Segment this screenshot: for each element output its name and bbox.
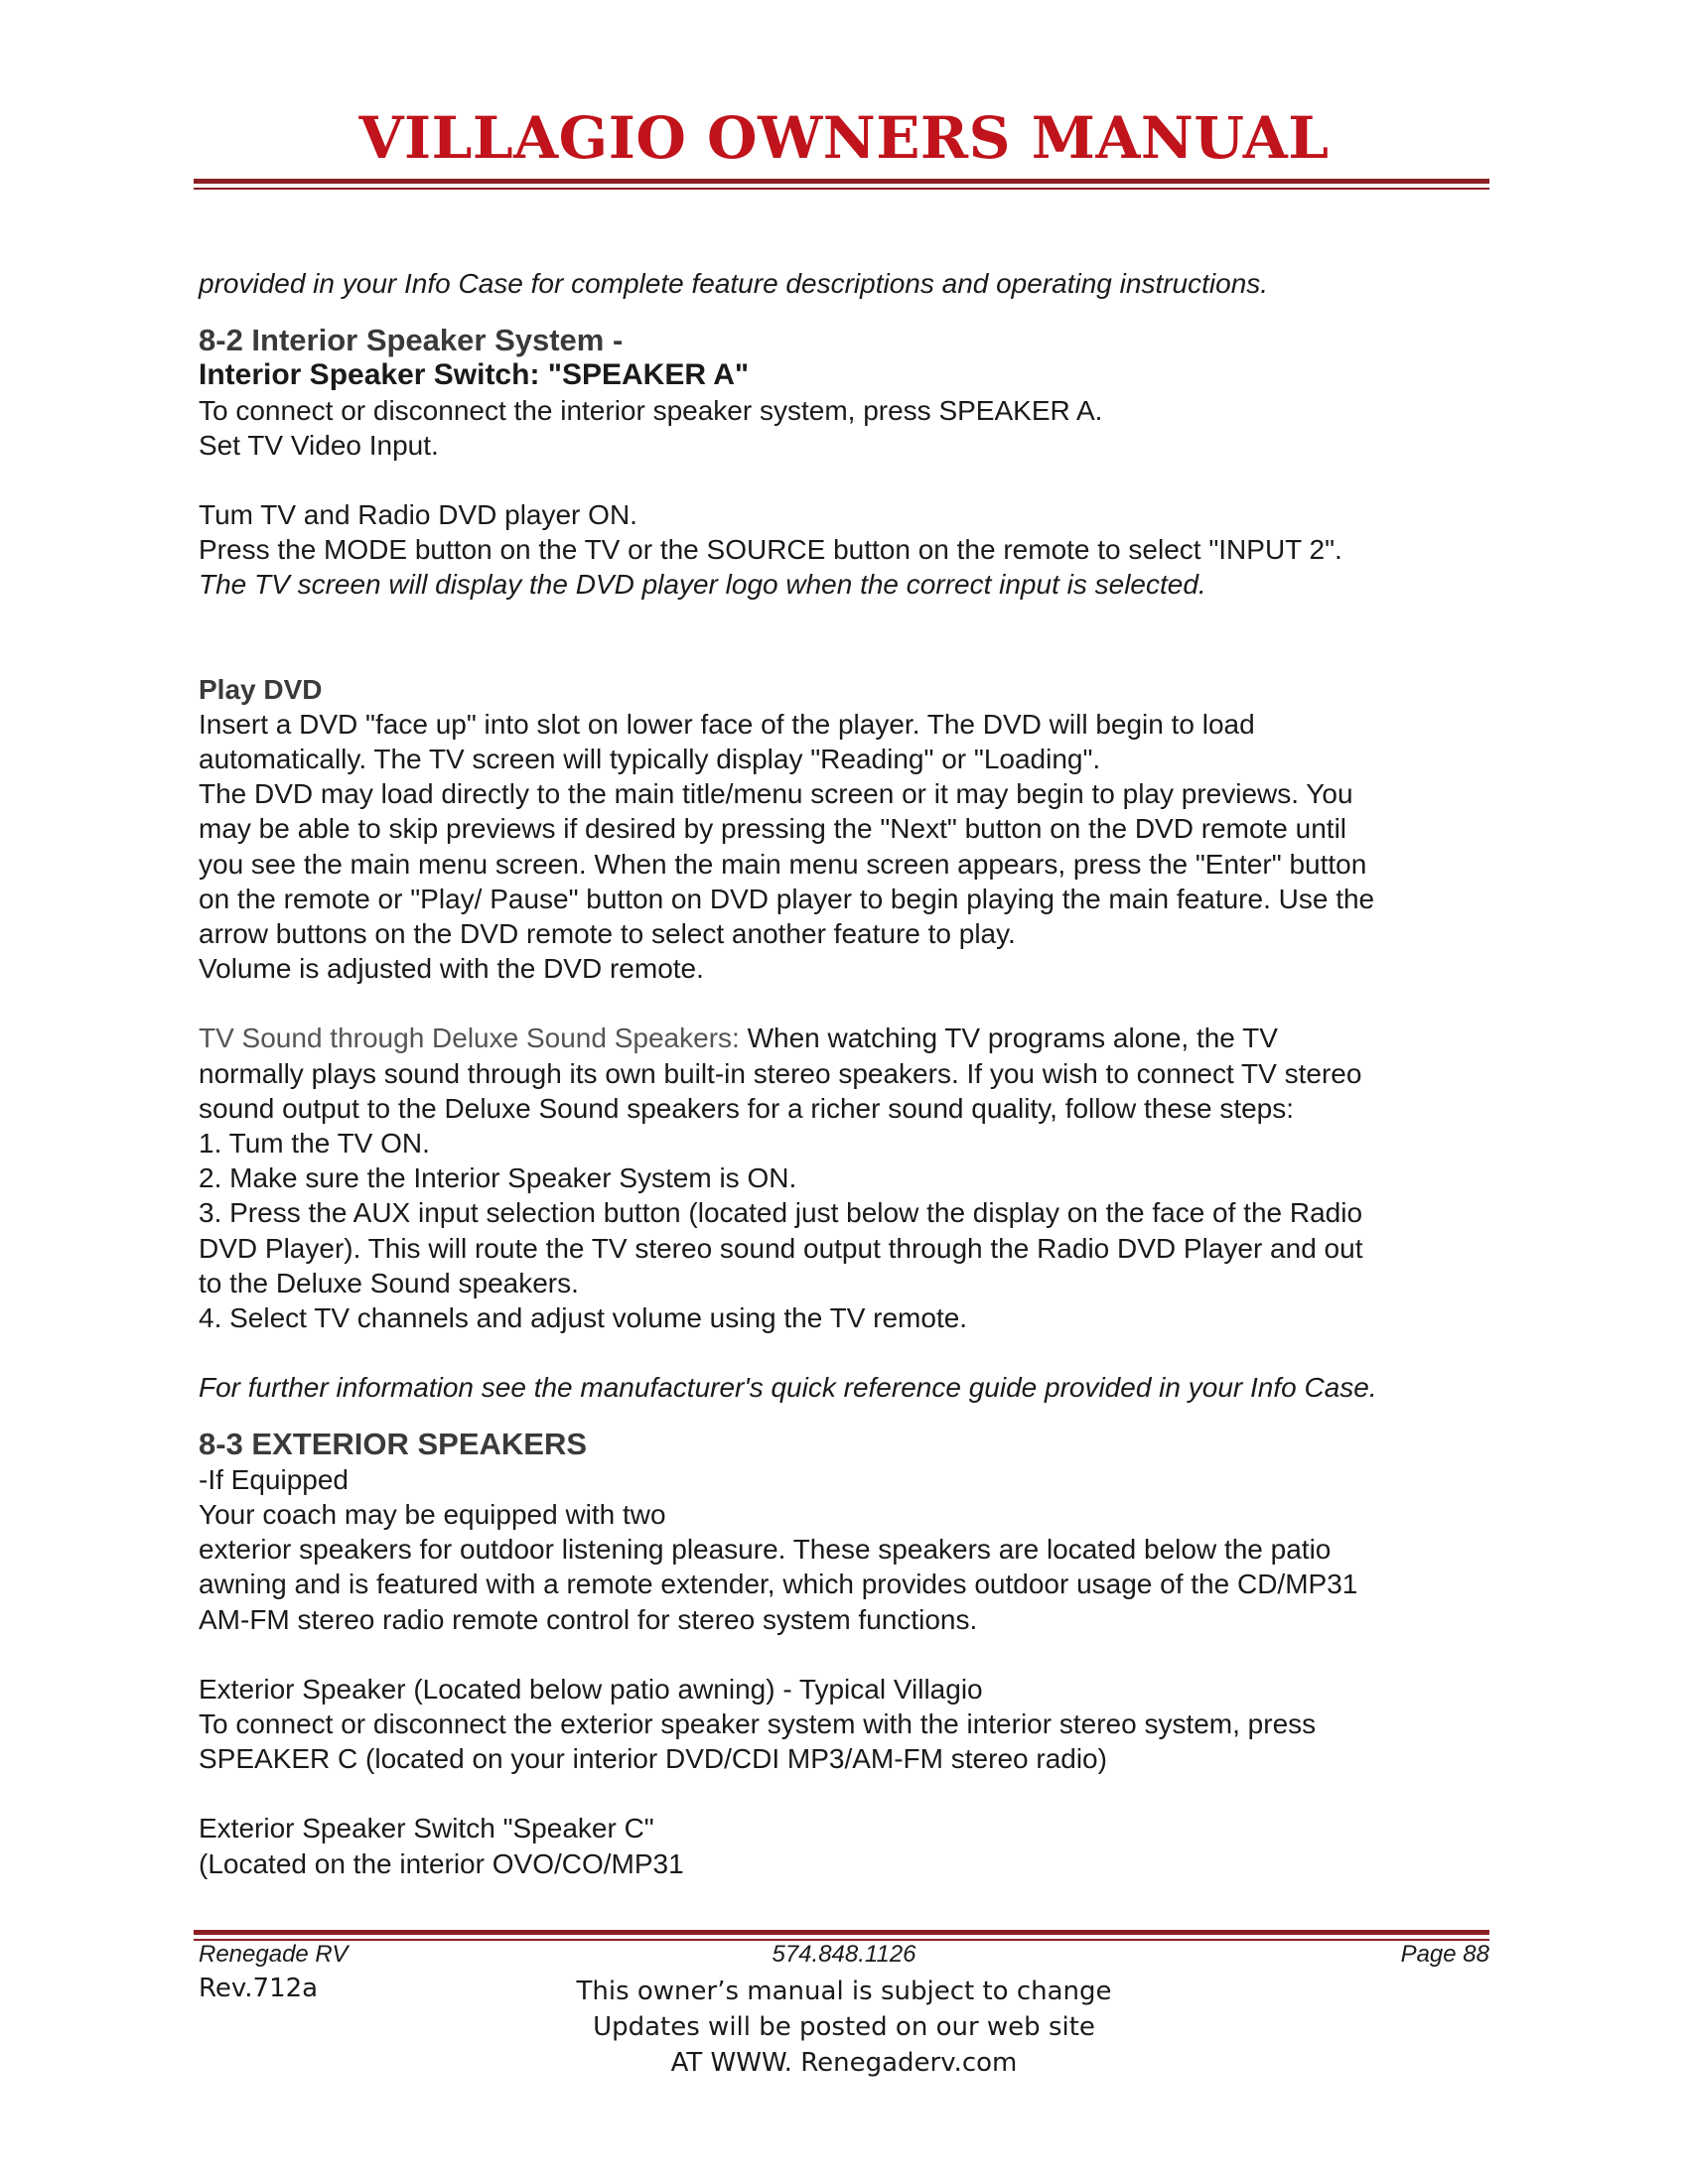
paragraph-line: AM-FM stereo radio remote control for stereo system functions. <box>199 1603 978 1635</box>
paragraph-line: Your coach may be equipped with two <box>199 1498 666 1530</box>
tv-sound-first-rest: When watching TV programs alone, the TV <box>739 1023 1278 1054</box>
paragraph-line: SPEAKER C (located on your interior DVD/CDI MP3/AM-FM stereo radio) <box>199 1743 1107 1775</box>
notice-line: This owner’s manual is subject to change <box>576 1977 1112 2006</box>
paragraph-line: DVD Player). This will route the TV stereo sound output through the Radio DVD Player and out <box>199 1232 1363 1264</box>
footer-revision: Rev.712a <box>199 1974 319 2003</box>
paragraph-line: Exterior Speaker Switch "Speaker C" <box>199 1813 654 1844</box>
paragraph-line: exterior speakers for outdoor listening pleasure. These speakers are located below the patio <box>199 1534 1332 1566</box>
tv-sound-lead: TV Sound through Deluxe Sound Speakers: <box>199 1023 740 1054</box>
paragraph-line: -If Equipped <box>199 1463 349 1495</box>
paragraph-line: (Located on the interior OVO/CO/MP31 <box>199 1847 684 1879</box>
footer-phone: 574.848.1126 <box>772 1941 916 1968</box>
notice-line: AT WWW. Renegaderv.com <box>670 2048 1018 2078</box>
paragraph-line: on the remote or "Play/ Pause" button on DVD player to begin playing the main feature. Use the <box>199 883 1375 914</box>
step-line: 1. Tum the TV ON. <box>199 1128 430 1160</box>
paragraph-line: Exterior Speaker (Located below patio awning) - Typical Villagio <box>199 1673 983 1705</box>
intro-text: provided in your Info Case for complete feature descriptions and operating instructions. <box>199 268 1269 299</box>
paragraph-line: The DVD may load directly to the main title/menu screen or it may begin to play previews. You <box>199 778 1353 810</box>
paragraph-line: awning and is featured with a remote extender, which provides outdoor usage of the CD/MP31 <box>199 1569 1358 1600</box>
notice-line: Updates will be posted on our web site <box>593 2012 1095 2042</box>
paragraph-line: normally plays sound through its own built-in stereo speakers. If you wish to connect TV stereo <box>199 1057 1362 1089</box>
step-line: 2. Make sure the Interior Speaker System is ON. <box>199 1162 797 1194</box>
paragraph-line: may be able to skip previews if desired by pressing the "Next" button on the DVD remote until <box>199 813 1347 845</box>
paragraph-line: Insert a DVD "face up" into slot on lower face of the player. The DVD will begin to load <box>199 708 1255 740</box>
paragraph-line: Press the MODE button on the TV or the SOURCE button on the remote to select "INPUT 2". <box>199 534 1342 566</box>
paragraph-line: arrow buttons on the DVD remote to select another feature to play. <box>199 918 1016 950</box>
header-divider <box>194 179 1489 190</box>
italic-note: For further information see the manufacturer's quick reference guide provided in your Info Case. <box>199 1372 1377 1404</box>
step-line: 3. Press the AUX input selection button (located just below the display on the face of the Radio <box>199 1197 1363 1229</box>
paragraph-line: sound output to the Deluxe Sound speakers for a richer sound quality, follow these steps: <box>199 1092 1295 1124</box>
paragraph-line: Tum TV and Radio DVD player ON. <box>199 499 637 531</box>
paragraph-line: Volume is adjusted with the DVD remote. <box>199 953 704 985</box>
manual-body <box>199 266 1499 1881</box>
section-8-3-heading: 8-3 EXTERIOR SPEAKERS <box>199 1427 588 1462</box>
footer-divider <box>194 1930 1489 1941</box>
paragraph-line: Set TV Video Input. <box>199 429 439 461</box>
paragraph-line: To connect or disconnect the exterior speaker system with the interior stereo system, press <box>199 1707 1317 1739</box>
section-8-2-heading: 8-2 Interior Speaker System - <box>199 323 624 358</box>
paragraph-line: To connect or disconnect the interior speaker system, press SPEAKER A. <box>199 394 1103 426</box>
paragraph-line: to the Deluxe Sound speakers. <box>199 1267 579 1298</box>
page-title: VILLAGIO OWNERS MANUAL <box>358 104 1330 172</box>
footer <box>199 1941 1489 1969</box>
paragraph-line: automatically. The TV screen will typically display "Reading" or "Loading". <box>199 744 1101 775</box>
italic-note: The TV screen will display the DVD player logo when the correct input is selected. <box>199 569 1206 601</box>
paragraph-line: you see the main menu screen. When the main menu screen appears, press the "Enter" button <box>199 848 1367 880</box>
section-8-2-subheading: Interior Speaker Switch: "SPEAKER A" <box>199 358 750 392</box>
step-line: 4. Select TV channels and adjust volume using the TV remote. <box>199 1302 968 1334</box>
play-dvd-heading: Play DVD <box>199 673 323 705</box>
footer-company: Renegade RV <box>199 1941 349 1968</box>
tv-sound-first-line <box>199 1021 1499 1055</box>
footer-page-number: Page 88 <box>1400 1941 1489 1968</box>
